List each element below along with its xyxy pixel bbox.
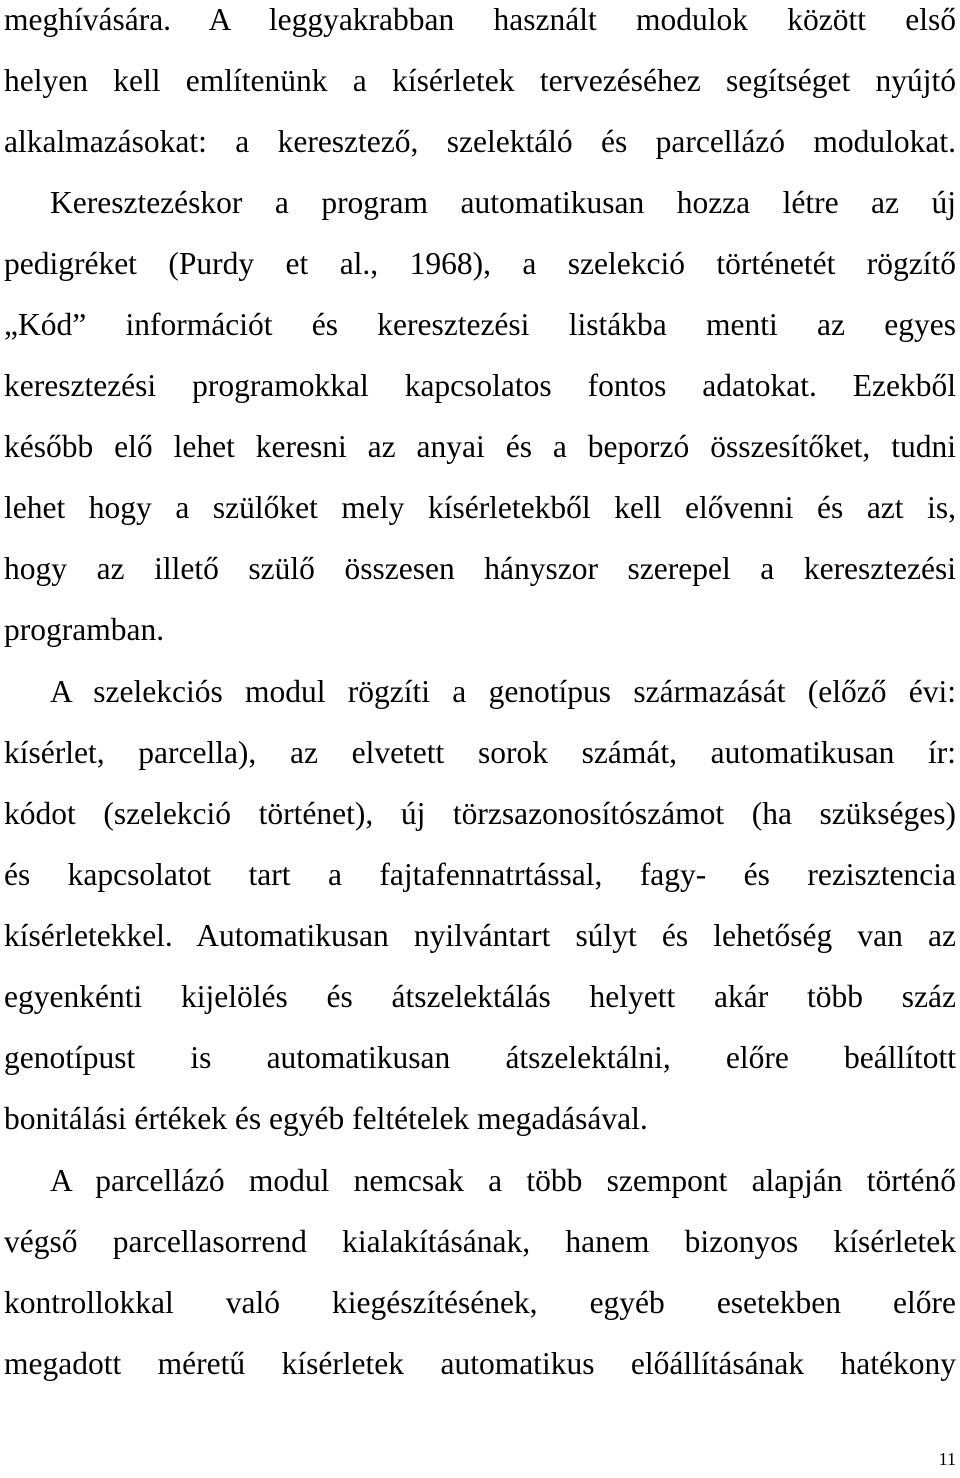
text-line: Keresztezéskor a program automatikusan hozza létre az új <box>50 185 956 220</box>
text-line: keresztezési programokkal kapcsolatos fontos adatokat. Ezekből <box>4 368 956 403</box>
text-line: és kapcsolatot tart a fajtafennatrtással, fagy- és rezisztencia <box>4 857 956 892</box>
text-line: bonitálási értékek és egyéb feltételek megadásával. <box>4 1101 648 1136</box>
text-line: kísérletekkel. Automatikusan nyilvántart súlyt és lehetőség van az <box>4 918 956 953</box>
text-line: kontrollokkal való kiegészítésének, egyéb esetekben előre <box>4 1285 956 1320</box>
text-line: pedigréket (Purdy et al., 1968), a szelekció történetét rögzítő <box>4 246 956 281</box>
text-line: genotípust is automatikusan átszelektálni, előre beállított <box>4 1040 956 1075</box>
text-line: hogy az illető szülő összesen hányszor szerepel a keresztezési <box>4 551 956 586</box>
text-line: kódot (szelekció történet), új törzsazonosítószámot (ha szükséges) <box>4 796 956 831</box>
text-line: végső parcellasorrend kialakításának, hanem bizonyos kísérletek <box>4 1224 956 1259</box>
text-line: A szelekciós modul rögzíti a genotípus származását (előző évi: <box>50 674 956 709</box>
text-line: megadott méretű kísérletek automatikus előállításának hatékony <box>4 1346 956 1381</box>
text-line: helyen kell említenünk a kísérletek tervezéséhez segítséget nyújtó <box>4 63 956 98</box>
text-line: programban. <box>4 612 165 647</box>
text-line: „Kód” információt és keresztezési listákba menti az egyes <box>4 307 956 342</box>
text-line: lehet hogy a szülőket mely kísérletekből kell elővenni és azt is, <box>4 490 956 525</box>
text-line: alkalmazásokat: a keresztező, szelektáló és parcellázó modulokat. <box>4 124 956 159</box>
text-line: egyenkénti kijelölés és átszelektálás helyett akár több száz <box>4 979 956 1014</box>
page-number: 11 <box>938 1449 956 1469</box>
text-line: meghívására. A leggyakrabban használt modulok között első <box>4 2 956 37</box>
text-line: később elő lehet keresni az anyai és a beporzó összesítőket, tudni <box>4 429 956 464</box>
text-line: kísérlet, parcella), az elvetett sorok számát, automatikusan ír: <box>4 735 956 770</box>
text-line: A parcellázó modul nemcsak a több szempont alapján történő <box>50 1163 956 1198</box>
